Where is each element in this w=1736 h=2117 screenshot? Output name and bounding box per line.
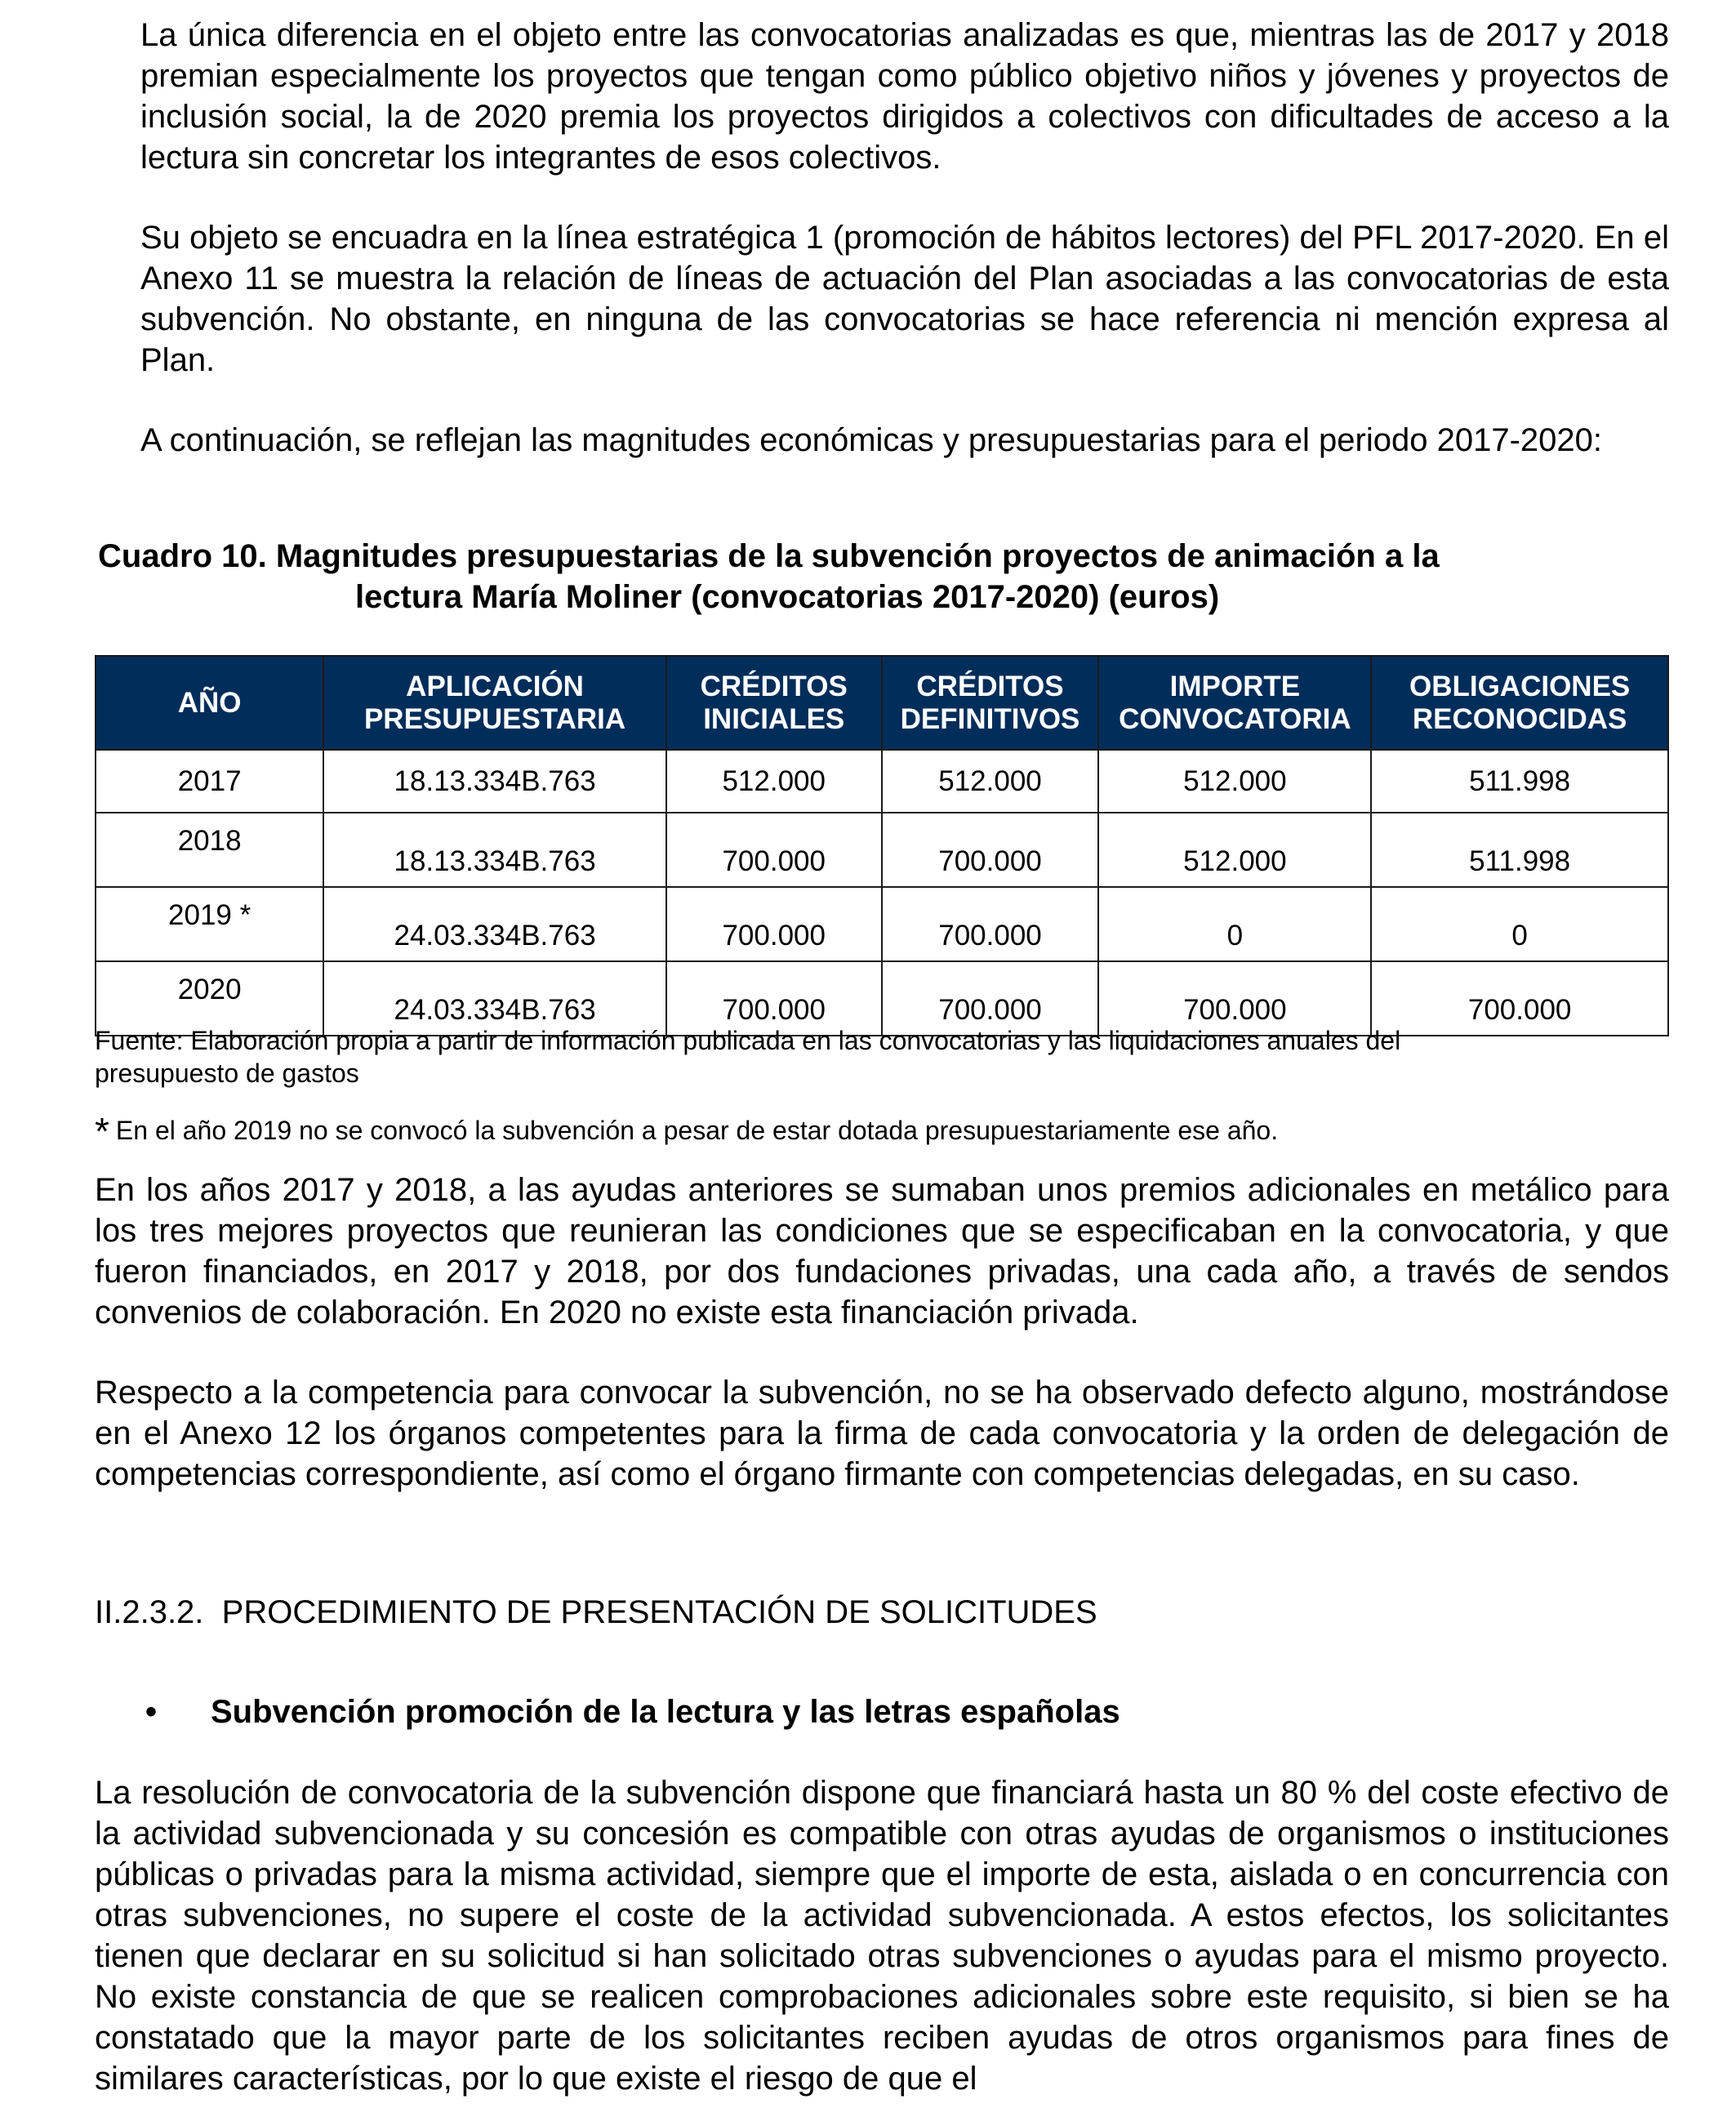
cell-importe-convocatoria: 700.000 <box>1098 961 1371 1036</box>
paragraph-resolucion-convocatoria: La resolución de convocatoria de la subvención dispone que financiará hasta un 80 % del coste efectivo de la actividad subvencionada y su concesión es compatible con otras ayudas de organismos o instituciones públicas o privadas para la misma actividad, siempre que el importe de esta, aislada o en concurrencia con otras subvenciones, no supere el coste de la actividad subvencionada. A estos efectos, los solicitantes tienen que declarar en su solicitud si han solicitado otras subvenciones o ayudas para el mismo proyecto. No existe constancia de que se realicen comprobaciones adicionales sobre este requisito, si bien se ha constatado que la mayor parte de los solicitantes reciben ayudas de otros organismos para fines de similares características, por lo que existe el riesgo de que el <box>95 1775 1669 2097</box>
cell-creditos-iniciales: 512.000 <box>666 750 882 813</box>
footnote-asterisk: * <box>95 1110 109 1152</box>
cell-aplicacion: 18.13.334B.763 <box>323 813 666 887</box>
bullet-item-subvencion-promocion <box>145 1694 1120 1731</box>
table-row <box>96 887 1668 961</box>
table-row <box>96 750 1668 813</box>
cell-aplicacion: 24.03.334B.763 <box>323 887 666 961</box>
header-importe-convocatoria: IMPORTE CONVOCATORIA <box>1098 656 1371 750</box>
cell-creditos-definitivos: 700.000 <box>882 887 1099 961</box>
cell-creditos-definitivos: 700.000 <box>882 813 1099 887</box>
cell-creditos-iniciales: 700.000 <box>666 961 882 1036</box>
table-caption-line-2: lectura María Moliner (convocatorias 2017-2020) (euros) <box>355 579 1220 615</box>
cell-creditos-iniciales: 700.000 <box>666 813 882 887</box>
section-heading: II.2.3.2. PROCEDIMIENTO DE PRESENTACIÓN DE SOLICITUDES <box>95 1594 1097 1630</box>
cell-obligaciones-reconocidas: 511.998 <box>1371 750 1668 813</box>
table-caption-line-1: Cuadro 10. Magnitudes presupuestarias de la subvención proyectos de animación a la <box>98 538 1440 574</box>
paragraph-competencia: Respecto a la competencia para convocar la subvención, no se ha observado defecto alguno, mostrándose en el Anexo 12 los órganos competentes para la firma de cada convocatoria y la orden de delegación de competencias correspondiente, así como el órgano firmante con competencias delegadas, en su caso. <box>95 1375 1669 1492</box>
cell-importe-convocatoria: 512.000 <box>1098 813 1371 887</box>
cell-obligaciones-reconocidas: 0 <box>1371 887 1668 961</box>
budget-table <box>95 655 1669 1036</box>
cell-creditos-definitivos: 700.000 <box>882 961 1099 1036</box>
cell-aplicacion: 18.13.334B.763 <box>323 750 666 813</box>
cell-importe-convocatoria: 512.000 <box>1098 750 1371 813</box>
cell-aplicacion: 24.03.334B.763 <box>323 961 666 1036</box>
cell-anio: 2019 * <box>96 887 323 961</box>
table-source-note <box>95 1024 1646 1090</box>
cell-importe-convocatoria: 0 <box>1098 887 1371 961</box>
cell-obligaciones-reconocidas: 700.000 <box>1371 961 1668 1036</box>
cell-creditos-definitivos: 512.000 <box>882 750 1099 813</box>
paragraph-premios-adicionales: En los años 2017 y 2018, a las ayudas anteriores se sumaban unos premios adicionales en metálico para los tres mejores proyectos que reunieran las condiciones que se especificaban en la convocatoria, y que fueron financiados, en 2017 y 2018, por dos fundaciones privadas, una cada año, a través de sendos convenios de colaboración. En 2020 no existe esta financiación privada. <box>95 1172 1669 1330</box>
table-source-line-2: presupuesto de gastos <box>95 1058 359 1088</box>
header-anio: AÑO <box>96 656 323 750</box>
cell-anio: 2018 <box>96 813 323 887</box>
header-obligaciones-reconocidas: OBLIGACIONES RECONOCIDAS <box>1371 656 1668 750</box>
cell-anio: 2020 <box>96 961 323 1036</box>
cell-creditos-iniciales: 700.000 <box>666 887 882 961</box>
table-footnote <box>95 1110 1646 1152</box>
table-row <box>96 813 1668 887</box>
cell-anio: 2017 <box>96 750 323 813</box>
bullet-title: Subvención promoción de la lectura y las letras españolas <box>211 1694 1120 1730</box>
paragraph-objeto-diferencia: La única diferencia en el objeto entre las convocatorias analizadas es que, mientras las de 2017 y 2018 premian especialmente los proyectos que tengan como público objetivo niños y jóvenes y proyectos de inclusión social, la de 2020 premia los proyectos dirigidos a colectivos con dificultades de acceso a la lectura sin concretar los integrantes de esos colectivos. <box>140 17 1669 176</box>
header-creditos-iniciales: CRÉDITOS INICIALES <box>666 656 882 750</box>
paragraph-linea-estrategica: Su objeto se encuadra en la línea estratégica 1 (promoción de hábitos lectores) del PFL 2017-2020. En el Anexo 11 se muestra la relación de líneas de actuación del Plan asociadas a las convocatorias de esta subvención. No obstante, en ninguna de las convocatorias se hace referencia ni mención expresa al Plan. <box>140 220 1669 378</box>
bullet-icon: • <box>145 1694 158 1730</box>
table-header-row <box>96 656 1668 750</box>
table-source-line-1: Fuente: Elaboración propia a partir de información publicada en las convocatorias y las liquidaciones anuales del <box>95 1026 1401 1055</box>
header-aplicacion-presupuestaria: APLICACIÓN PRESUPUESTARIA <box>323 656 666 750</box>
footnote-text: En el año 2019 no se convocó la subvención a pesar de estar dotada presupuestariamente ese año. <box>115 1116 1279 1145</box>
cell-obligaciones-reconocidas: 511.998 <box>1371 813 1668 887</box>
paragraph-magnitudes-intro: A continuación, se reflejan las magnitudes económicas y presupuestarias para el periodo 2017-2020: <box>140 422 1602 458</box>
header-creditos-definitivos: CRÉDITOS DEFINITIVOS <box>882 656 1099 750</box>
